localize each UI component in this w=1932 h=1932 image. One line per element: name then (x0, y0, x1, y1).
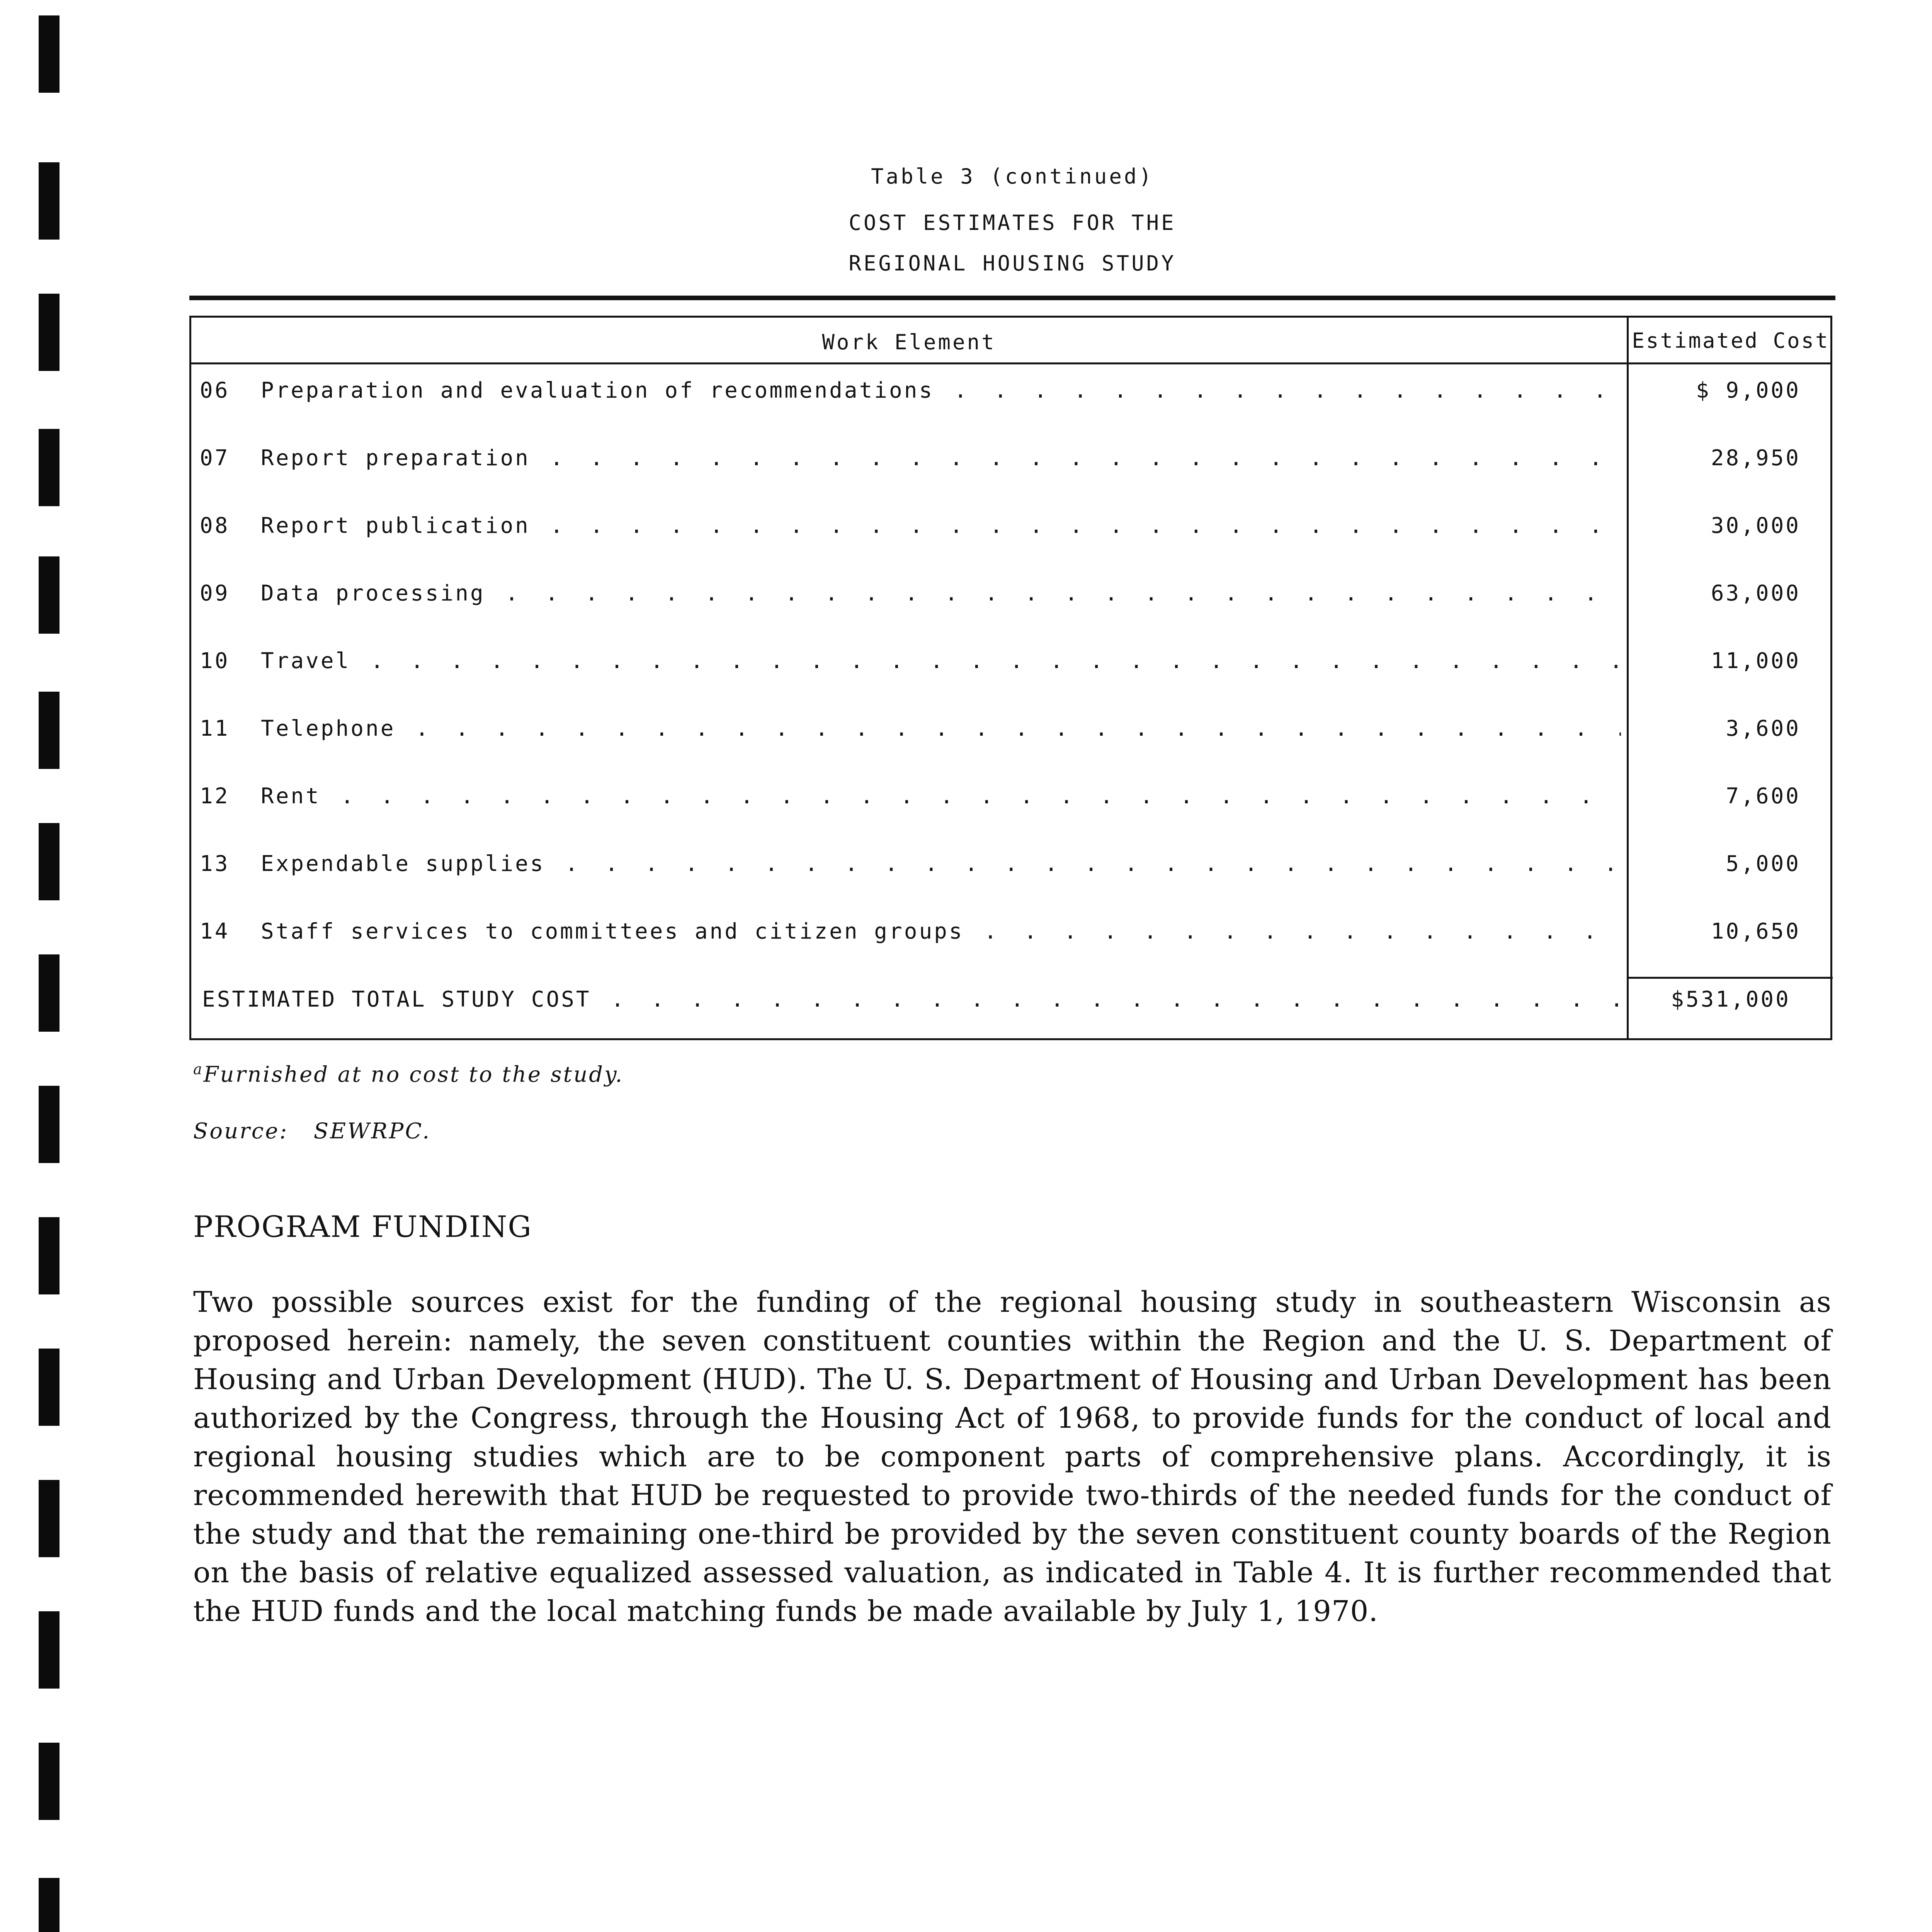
row-label: Report publication . . . (261, 513, 1621, 538)
row-number: 08 (200, 513, 230, 538)
total-label: ESTIMATED TOTAL STUDY COST . . . (202, 987, 1622, 1012)
table-row (191, 374, 1833, 409)
table-caption-number: Table 3 (continued) (871, 164, 1154, 189)
row-label: Telephone . . . (261, 716, 1621, 741)
row-label: Preparation and evaluation of recommendations . . . (261, 378, 1621, 403)
binder-mark (39, 1349, 60, 1426)
row-cost: $ 9,000 (1696, 378, 1801, 403)
row-number: 13 (200, 851, 230, 876)
table-row (191, 847, 1833, 882)
footnote-marker: a (193, 1061, 204, 1078)
column-header-estimated-cost: Estimated Cost (1632, 328, 1830, 353)
row-label: Expendable supplies . . . (261, 851, 1621, 876)
binder-mark (39, 1743, 60, 1820)
binder-mark (39, 294, 60, 371)
table-caption-title-line2: REGIONAL HOUSING STUDY (849, 251, 1176, 276)
table-caption-title-line1: COST ESTIMATES FOR THE (849, 211, 1176, 235)
total-rule (1627, 977, 1833, 979)
table-row (191, 509, 1833, 544)
row-number: 14 (200, 919, 230, 944)
row-cost: 11,000 (1711, 648, 1801, 673)
table-row (191, 577, 1833, 612)
table-row (191, 712, 1833, 747)
row-cost: 3,600 (1726, 716, 1801, 741)
binder-mark (39, 15, 60, 93)
binder-mark (39, 1217, 60, 1294)
source-value: SEWRPC. (313, 1119, 431, 1144)
table-row (191, 780, 1833, 815)
row-number: 09 (200, 581, 230, 606)
row-number: 12 (200, 784, 230, 809)
row-label: Report preparation . . . (261, 446, 1621, 471)
row-cost: 63,000 (1711, 581, 1801, 606)
binder-mark (39, 429, 60, 506)
row-cost: 10,650 (1711, 919, 1801, 944)
binder-mark (39, 1086, 60, 1163)
body-paragraph: Two possible sources exist for the funding of the regional housing study in southeastern Wisconsin as proposed herein: namely, the seven constituent counties within the Region and the U. S. Department of Housing and Urban Development (HUD). The U. S. Department of Housing and Urban Development has been authorized by the Congress, through the Housing Act of 1968, to provide funds for the conduct of local and regional housing studies which are to be component parts of comprehensive plans. Accordingly, it is recommended herewith that HUD be requested to provide two-thirds of the needed funds for the conduct of the study and that the remaining one-third be provided by the seven constituent county boards of the Region on the basis of relative equalized assessed valuation, as indicated in Table 4. It is further recommended that the HUD funds and the local matching funds be made available by July 1, 1970. (193, 1286, 1832, 1628)
column-header-work-element: Work Element (822, 330, 996, 354)
binder-mark (39, 1878, 60, 1932)
row-cost: 7,600 (1726, 784, 1801, 809)
table-top-rule (189, 296, 1835, 300)
source-label: Source: (193, 1119, 289, 1144)
row-label: Data processing . . . (261, 581, 1621, 606)
section-heading: PROGRAM FUNDING (193, 1209, 532, 1244)
table-source (193, 1119, 431, 1144)
row-number: 11 (200, 716, 230, 741)
table-row (191, 442, 1833, 476)
row-number: 07 (200, 446, 230, 471)
total-cost: $531,000 (1671, 987, 1791, 1012)
row-label: Staff services to committees and citizen groups . . . (261, 919, 1621, 944)
cost-table (189, 296, 1835, 1043)
row-number: 06 (200, 378, 230, 403)
binder-mark (39, 692, 60, 769)
table-footnote (193, 1061, 624, 1087)
row-label: Travel . . . (261, 648, 1621, 673)
footnote-text: Furnished at no cost to the study. (203, 1062, 624, 1087)
table-row (191, 915, 1833, 950)
row-label: Rent . . . (261, 784, 1621, 809)
binder-mark (39, 162, 60, 240)
binder-mark (39, 1611, 60, 1689)
row-cost: 30,000 (1711, 513, 1801, 538)
binder-mark (39, 823, 60, 900)
row-number: 10 (200, 648, 230, 673)
table-total-row (191, 983, 1833, 1018)
row-cost: 5,000 (1726, 851, 1801, 876)
binder-mark (39, 954, 60, 1032)
table-frame (189, 316, 1832, 1040)
table-row (191, 645, 1833, 679)
binder-mark (39, 556, 60, 634)
row-cost: 28,950 (1711, 446, 1801, 471)
header-rule (191, 362, 1830, 364)
binder-mark (39, 1480, 60, 1557)
